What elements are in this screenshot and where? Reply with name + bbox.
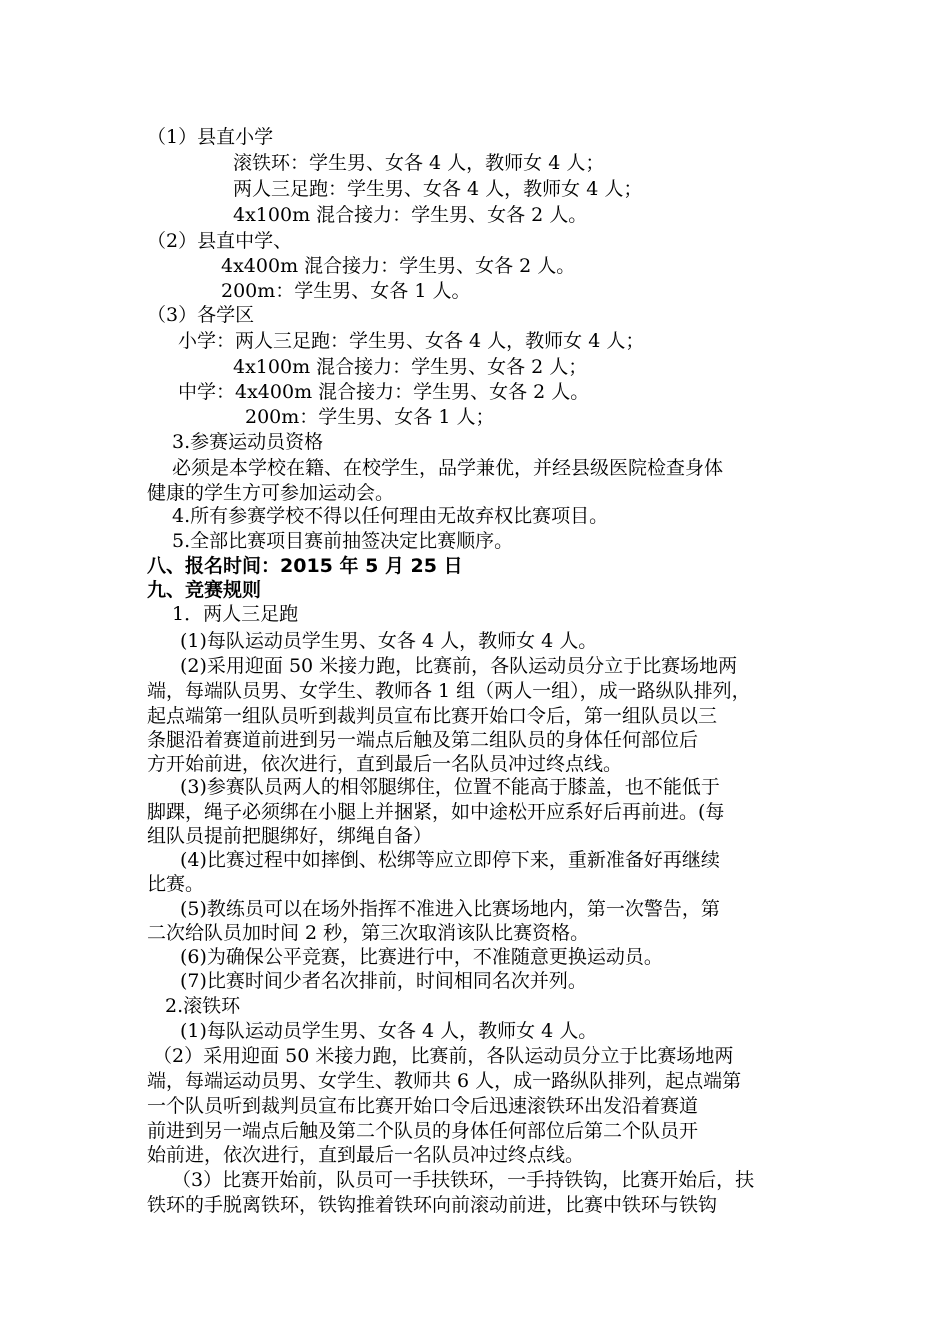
three-legged-line: 比赛。 [147,873,205,895]
hoop-line: 一个队员听到裁判员宣布比赛开始口令后迅速滚铁环出发沿着赛道 [147,1095,699,1117]
county-middle-line: 4x400m 混合接力：学生男、女各 2 人。 [221,255,576,277]
eligibility-title: 3.参赛运动员资格 [172,431,324,453]
hoop-title: 2.滚铁环 [165,995,241,1017]
county-primary-line: 两人三足跑：学生男、女各 4 人，教师女 4 人； [233,178,643,200]
county-primary-line: 4x100m 混合接力：学生男、女各 2 人。 [233,204,588,226]
county-primary-heading: （1）县直小学 [147,126,274,148]
three-legged-line: 二次给队员加时间 2 秒，第三次取消该队比赛资格。 [147,922,590,944]
three-legged-line: (4)比赛过程中如摔倒、松绑等应立即停下来，重新准备好再继续 [180,849,720,871]
eligibility-line: 必须是本学校在籍、在校学生，品学兼优，并经县级医院检查身体 [172,457,724,479]
three-legged-line: 条腿沿着赛道前进到另一端点后触及第二组队员的身体任何部位后 [147,729,699,751]
three-legged-line: 组队员提前把腿绑好，绑绳自备） [147,825,433,847]
county-middle-line: 200m：学生男、女各 1 人。 [221,280,471,302]
three-legged-line: (1)每队运动员学生男、女各 4 人，教师女 4 人。 [180,630,598,652]
hoop-line: (1)每队运动员学生男、女各 4 人，教师女 4 人。 [180,1020,598,1042]
three-legged-line: (3)参赛队员两人的相邻腿绑住，位置不能高于膝盖，也不能低于 [180,776,720,798]
district-line: 200m：学生男、女各 1 人； [245,406,495,428]
rule-4: 4.所有参赛学校不得以任何理由无故弃权比赛项目。 [172,505,609,527]
hoop-line: 端，每端运动员男、女学生、教师共 6 人，成一路纵队排列，起点端第 [147,1070,742,1092]
county-primary-line: 滚铁环：学生男、女各 4 人，教师女 4 人； [233,152,605,174]
hoop-line: （2）采用迎面 50 米接力跑，比赛前，各队运动员分立于比赛场地两 [153,1045,734,1067]
hoop-line: 铁环的手脱离铁环，铁钩推着铁环向前滚动前进，比赛中铁环与铁钩 [147,1194,718,1216]
three-legged-line: (2)采用迎面 50 米接力跑，比赛前，各队运动员分立于比赛场地两 [180,655,738,677]
section-9-heading: 九、竞赛规则 [147,579,262,601]
hoop-line: 前进到另一端点后触及第二个队员的身体任何部位后第二个队员开 [147,1120,699,1142]
district-heading: （3）各学区 [147,304,255,326]
district-line: 小学：两人三足跑：学生男、女各 4 人，教师女 4 人； [178,330,645,352]
district-line: 中学：4x400m 混合接力：学生男、女各 2 人。 [178,381,590,403]
hoop-line: 始前进，依次进行，直到最后一名队员冲过终点线。 [147,1144,585,1166]
three-legged-line: 脚踝，绳子必须绑在小腿上并捆紧，如中途松开应系好后再前进。(每 [147,801,725,823]
three-legged-line: 方开始前进，依次进行，直到最后一名队员冲过终点线。 [147,753,623,775]
county-middle-heading: （2）县直中学、 [147,230,293,252]
rule-5: 5.全部比赛项目赛前抽签决定比赛顺序。 [172,530,514,552]
three-legged-line: (5)教练员可以在场外指挥不准进入比赛场地内，第一次警告，第 [180,898,720,920]
three-legged-line: (6)为确保公平竞赛，比赛进行中，不准随意更换运动员。 [180,946,663,968]
eligibility-line: 健康的学生方可参加运动会。 [147,482,395,504]
hoop-line: （3）比赛开始前，队员可一手扶铁环，一手持铁钩，比赛开始后，扶 [172,1169,755,1191]
three-legged-line: (7)比赛时间少者名次排前，时间相同名次并列。 [180,970,587,992]
three-legged-line: 端，每端队员男、女学生、教师各 1 组（两人一组），成一路纵队排列， [147,680,751,702]
district-line: 4x100m 混合接力：学生男、女各 2 人； [233,356,588,378]
three-legged-title: 1．两人三足跑 [172,603,299,625]
three-legged-line: 起点端第一组队员听到裁判员宣布比赛开始口令后，第一组队员以三 [147,705,718,727]
section-8-heading: 八、报名时间：2015 年 5 月 25 日 [147,555,463,577]
